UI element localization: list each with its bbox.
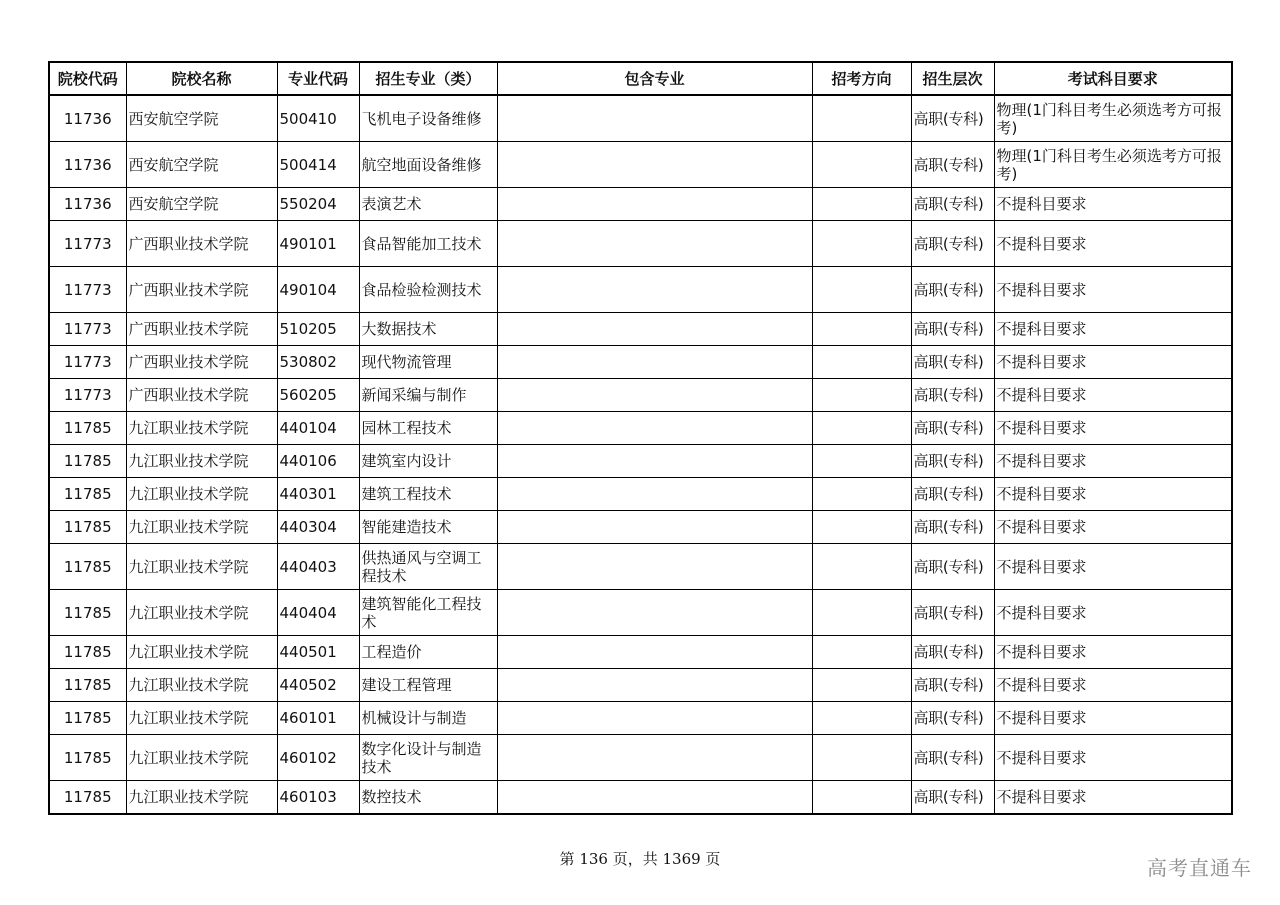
- cell-included-majors: [497, 412, 812, 445]
- cell-included-majors: [497, 544, 812, 590]
- cell-school-name: 广西职业技术学院: [126, 221, 277, 267]
- cell-school-code: 11773: [49, 221, 126, 267]
- table-row: [49, 95, 1232, 142]
- cell-level: 高职(专科): [911, 478, 994, 511]
- table-row: [49, 379, 1232, 412]
- cell-level: 高职(专科): [911, 412, 994, 445]
- cell-direction: [812, 735, 911, 781]
- header-included-majors: 包含专业: [497, 62, 812, 95]
- cell-level: 高职(专科): [911, 95, 994, 142]
- table-row: [49, 142, 1232, 188]
- cell-school-code: 11736: [49, 142, 126, 188]
- cell-direction: [812, 95, 911, 142]
- cell-major: 建设工程管理: [359, 669, 497, 702]
- cell-subject-requirement: 不提科目要求: [994, 188, 1232, 221]
- cell-level: 高职(专科): [911, 188, 994, 221]
- table-row: [49, 544, 1232, 590]
- table-row: [49, 511, 1232, 544]
- cell-subject-requirement: 不提科目要求: [994, 781, 1232, 815]
- table-row: [49, 735, 1232, 781]
- cell-direction: [812, 379, 911, 412]
- header-school-code: 院校代码: [49, 62, 126, 95]
- header-major: 招生专业（类）: [359, 62, 497, 95]
- table-row: [49, 313, 1232, 346]
- cell-included-majors: [497, 95, 812, 142]
- table-header-row: [49, 62, 1232, 95]
- cell-included-majors: [497, 267, 812, 313]
- cell-major-code: 440301: [277, 478, 359, 511]
- cell-major-code: 550204: [277, 188, 359, 221]
- cell-major: 建筑室内设计: [359, 445, 497, 478]
- table-row: [49, 669, 1232, 702]
- table-row: [49, 412, 1232, 445]
- cell-level: 高职(专科): [911, 702, 994, 735]
- cell-major: 大数据技术: [359, 313, 497, 346]
- cell-school-code: 11785: [49, 636, 126, 669]
- cell-included-majors: [497, 346, 812, 379]
- cell-school-name: 九江职业技术学院: [126, 735, 277, 781]
- cell-school-code: 11785: [49, 781, 126, 815]
- cell-included-majors: [497, 735, 812, 781]
- cell-subject-requirement: 不提科目要求: [994, 511, 1232, 544]
- cell-subject-requirement: 不提科目要求: [994, 313, 1232, 346]
- cell-school-code: 11785: [49, 669, 126, 702]
- cell-major: 食品检验检测技术: [359, 267, 497, 313]
- cell-school-name: 西安航空学院: [126, 142, 277, 188]
- cell-major-code: 490101: [277, 221, 359, 267]
- cell-direction: [812, 267, 911, 313]
- cell-level: 高职(专科): [911, 313, 994, 346]
- cell-major-code: 460101: [277, 702, 359, 735]
- cell-school-name: 西安航空学院: [126, 95, 277, 142]
- cell-subject-requirement: 不提科目要求: [994, 590, 1232, 636]
- cell-school-code: 11785: [49, 412, 126, 445]
- cell-included-majors: [497, 188, 812, 221]
- cell-included-majors: [497, 781, 812, 815]
- cell-included-majors: [497, 669, 812, 702]
- cell-major-code: 440501: [277, 636, 359, 669]
- cell-subject-requirement: 不提科目要求: [994, 379, 1232, 412]
- cell-major: 机械设计与制造: [359, 702, 497, 735]
- header-major-code: 专业代码: [277, 62, 359, 95]
- cell-major: 建筑智能化工程技术: [359, 590, 497, 636]
- cell-subject-requirement: 不提科目要求: [994, 412, 1232, 445]
- cell-major: 航空地面设备维修: [359, 142, 497, 188]
- cell-school-name: 广西职业技术学院: [126, 267, 277, 313]
- cell-major-code: 460103: [277, 781, 359, 815]
- cell-direction: [812, 511, 911, 544]
- cell-major-code: 440104: [277, 412, 359, 445]
- cell-subject-requirement: 不提科目要求: [994, 735, 1232, 781]
- table-row: [49, 346, 1232, 379]
- cell-subject-requirement: 物理(1门科目考生必须选考方可报考): [994, 142, 1232, 188]
- cell-subject-requirement: 不提科目要求: [994, 544, 1232, 590]
- cell-major-code: 490104: [277, 267, 359, 313]
- cell-included-majors: [497, 379, 812, 412]
- cell-direction: [812, 590, 911, 636]
- cell-level: 高职(专科): [911, 142, 994, 188]
- cell-school-code: 11785: [49, 702, 126, 735]
- table-row: [49, 781, 1232, 815]
- cell-school-name: 九江职业技术学院: [126, 781, 277, 815]
- header-school-name: 院校名称: [126, 62, 277, 95]
- cell-school-code: 11785: [49, 544, 126, 590]
- cell-level: 高职(专科): [911, 445, 994, 478]
- cell-school-code: 11785: [49, 511, 126, 544]
- cell-major: 建筑工程技术: [359, 478, 497, 511]
- table-row: [49, 702, 1232, 735]
- cell-included-majors: [497, 511, 812, 544]
- cell-included-majors: [497, 478, 812, 511]
- table-row: [49, 478, 1232, 511]
- cell-direction: [812, 346, 911, 379]
- cell-direction: [812, 544, 911, 590]
- table-row: [49, 221, 1232, 267]
- cell-major-code: 500410: [277, 95, 359, 142]
- cell-school-code: 11736: [49, 188, 126, 221]
- cell-major: 现代物流管理: [359, 346, 497, 379]
- cell-level: 高职(专科): [911, 669, 994, 702]
- cell-school-name: 九江职业技术学院: [126, 702, 277, 735]
- cell-school-name: 广西职业技术学院: [126, 346, 277, 379]
- cell-major-code: 500414: [277, 142, 359, 188]
- cell-school-code: 11773: [49, 346, 126, 379]
- cell-major-code: 440304: [277, 511, 359, 544]
- cell-direction: [812, 781, 911, 815]
- cell-direction: [812, 445, 911, 478]
- cell-major: 数控技术: [359, 781, 497, 815]
- cell-school-name: 九江职业技术学院: [126, 669, 277, 702]
- cell-direction: [812, 636, 911, 669]
- cell-school-code: 11773: [49, 267, 126, 313]
- cell-direction: [812, 313, 911, 346]
- cell-direction: [812, 142, 911, 188]
- cell-direction: [812, 412, 911, 445]
- cell-school-code: 11785: [49, 478, 126, 511]
- table-row: [49, 445, 1232, 478]
- cell-major-code: 510205: [277, 313, 359, 346]
- header-level: 招生层次: [911, 62, 994, 95]
- cell-major-code: 440106: [277, 445, 359, 478]
- cell-subject-requirement: 物理(1门科目考生必须选考方可报考): [994, 95, 1232, 142]
- cell-major: 表演艺术: [359, 188, 497, 221]
- page-number: 第 136 页，共 1369 页: [559, 850, 721, 868]
- cell-direction: [812, 669, 911, 702]
- enrollment-table: [48, 61, 1233, 815]
- cell-major: 新闻采编与制作: [359, 379, 497, 412]
- cell-major-code: 560205: [277, 379, 359, 412]
- cell-level: 高职(专科): [911, 346, 994, 379]
- cell-major-code: 530802: [277, 346, 359, 379]
- cell-level: 高职(专科): [911, 267, 994, 313]
- cell-school-name: 广西职业技术学院: [126, 313, 277, 346]
- cell-major: 工程造价: [359, 636, 497, 669]
- cell-major-code: 440404: [277, 590, 359, 636]
- table-row: [49, 636, 1232, 669]
- cell-major: 供热通风与空调工程技术: [359, 544, 497, 590]
- cell-school-code: 11773: [49, 379, 126, 412]
- cell-included-majors: [497, 313, 812, 346]
- cell-direction: [812, 221, 911, 267]
- cell-included-majors: [497, 702, 812, 735]
- cell-school-code: 11785: [49, 445, 126, 478]
- cell-school-code: 11773: [49, 313, 126, 346]
- table-row: [49, 267, 1232, 313]
- cell-school-name: 九江职业技术学院: [126, 636, 277, 669]
- cell-subject-requirement: 不提科目要求: [994, 702, 1232, 735]
- cell-major: 食品智能加工技术: [359, 221, 497, 267]
- watermark-logo-text: 高考直通车: [1147, 856, 1252, 880]
- table-row: [49, 590, 1232, 636]
- cell-school-name: 西安航空学院: [126, 188, 277, 221]
- cell-included-majors: [497, 445, 812, 478]
- cell-subject-requirement: 不提科目要求: [994, 669, 1232, 702]
- cell-school-name: 九江职业技术学院: [126, 590, 277, 636]
- cell-school-name: 九江职业技术学院: [126, 544, 277, 590]
- cell-major-code: 440403: [277, 544, 359, 590]
- cell-school-name: 广西职业技术学院: [126, 379, 277, 412]
- cell-subject-requirement: 不提科目要求: [994, 267, 1232, 313]
- cell-school-code: 11785: [49, 590, 126, 636]
- cell-level: 高职(专科): [911, 735, 994, 781]
- cell-major: 数字化设计与制造技术: [359, 735, 497, 781]
- cell-major: 园林工程技术: [359, 412, 497, 445]
- cell-subject-requirement: 不提科目要求: [994, 346, 1232, 379]
- cell-level: 高职(专科): [911, 221, 994, 267]
- cell-direction: [812, 188, 911, 221]
- table-row: [49, 188, 1232, 221]
- cell-major-code: 440502: [277, 669, 359, 702]
- cell-level: 高职(专科): [911, 590, 994, 636]
- cell-school-name: 九江职业技术学院: [126, 478, 277, 511]
- cell-school-code: 11785: [49, 735, 126, 781]
- header-subject-requirement: 考试科目要求: [994, 62, 1232, 95]
- cell-included-majors: [497, 142, 812, 188]
- cell-subject-requirement: 不提科目要求: [994, 445, 1232, 478]
- header-direction: 招考方向: [812, 62, 911, 95]
- cell-level: 高职(专科): [911, 511, 994, 544]
- cell-direction: [812, 702, 911, 735]
- cell-school-name: 九江职业技术学院: [126, 445, 277, 478]
- cell-school-name: 九江职业技术学院: [126, 412, 277, 445]
- cell-level: 高职(专科): [911, 544, 994, 590]
- cell-included-majors: [497, 221, 812, 267]
- cell-level: 高职(专科): [911, 636, 994, 669]
- cell-subject-requirement: 不提科目要求: [994, 221, 1232, 267]
- cell-major-code: 460102: [277, 735, 359, 781]
- cell-level: 高职(专科): [911, 379, 994, 412]
- cell-major: 飞机电子设备维修: [359, 95, 497, 142]
- cell-school-code: 11736: [49, 95, 126, 142]
- cell-subject-requirement: 不提科目要求: [994, 478, 1232, 511]
- cell-included-majors: [497, 636, 812, 669]
- cell-school-name: 九江职业技术学院: [126, 511, 277, 544]
- cell-included-majors: [497, 590, 812, 636]
- cell-major: 智能建造技术: [359, 511, 497, 544]
- cell-subject-requirement: 不提科目要求: [994, 636, 1232, 669]
- cell-direction: [812, 478, 911, 511]
- cell-level: 高职(专科): [911, 781, 994, 815]
